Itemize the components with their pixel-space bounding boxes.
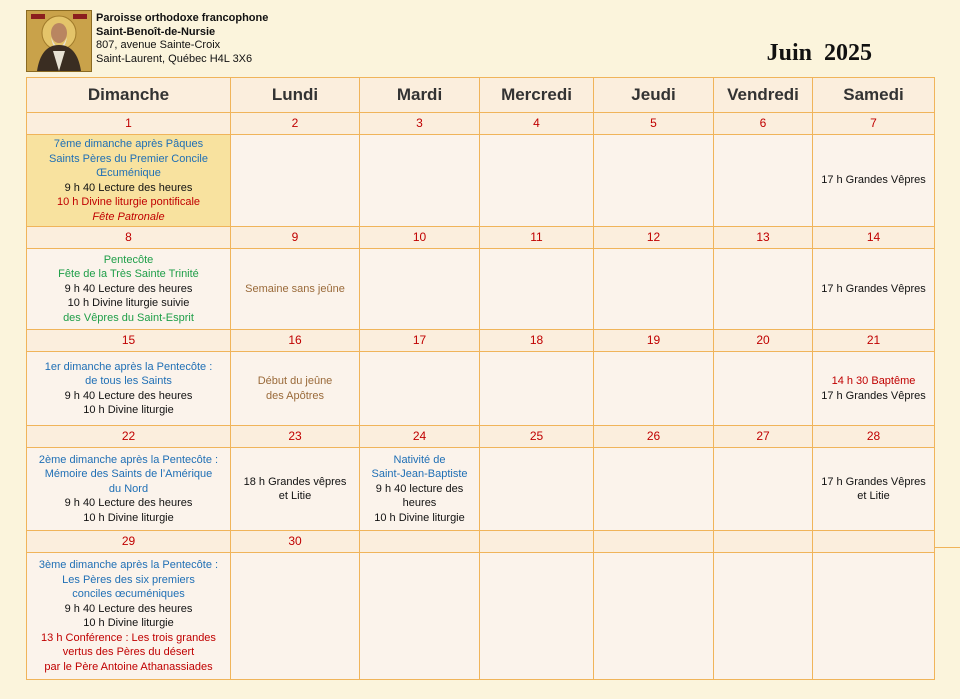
day-cell [813, 135, 935, 227]
day-cell [231, 553, 360, 680]
day-cell [27, 448, 231, 531]
day-cell [360, 249, 480, 330]
day-cell [594, 249, 714, 330]
date-number: 24 [360, 426, 480, 448]
event-line: 2ème dimanche après la Pentecôte : [38, 453, 219, 466]
parish-name-line1: Paroisse orthodoxe francophone [96, 12, 269, 24]
day-cell [480, 135, 594, 227]
date-number: 28 [813, 426, 935, 448]
weekday-header: Samedi [813, 78, 935, 113]
date-number: 12 [594, 227, 714, 249]
event-line: Pentecôte [103, 253, 154, 266]
event-line: 17 h Grandes Vêpres [821, 475, 926, 488]
event-line: 10 h Divine liturgie suivie [67, 297, 190, 310]
date-number: 29 [27, 531, 231, 553]
event-line: 7ème dimanche après Pâques [53, 138, 204, 150]
calendar-table [26, 77, 935, 680]
date-row [27, 113, 935, 135]
date-number: 22 [27, 426, 231, 448]
event-line: Mémoire des Saints de l’Amérique [44, 468, 213, 481]
date-number: 6 [714, 113, 813, 135]
day-cell [231, 352, 360, 426]
date-number: 5 [594, 113, 714, 135]
event-line: 9 h 40 lecture des [375, 482, 464, 495]
parish-name-line2: Saint-Benoît-de-Nursie [96, 25, 216, 38]
event-line: 17 h Grandes Vêpres [821, 282, 926, 295]
event-line: et Litie [278, 490, 312, 502]
event-line: 9 h 40 Lecture des heures [64, 282, 193, 295]
date-number: 27 [714, 426, 813, 448]
event-line: vertus des Pères du désert [62, 646, 195, 658]
day-cell [813, 249, 935, 330]
date-number: 16 [231, 330, 360, 352]
date-number [360, 531, 480, 553]
event-line: Saint-Jean-Baptiste [371, 468, 468, 481]
date-number: 4 [480, 113, 594, 135]
date-number: 14 [813, 227, 935, 249]
date-number: 18 [480, 330, 594, 352]
event-line: 3ème dimanche après la Pentecôte : [38, 559, 219, 571]
events-row [27, 448, 935, 531]
event-line: Nativité de [393, 453, 446, 466]
date-row [27, 426, 935, 448]
day-cell [714, 249, 813, 330]
event-line: par le Père Antoine Athanassiades [44, 660, 213, 673]
day-cell [27, 553, 231, 680]
weekday-header: Dimanche [27, 78, 231, 113]
date-number: 10 [360, 227, 480, 249]
day-cell [813, 352, 935, 426]
weekday-header: Vendredi [714, 78, 813, 113]
day-cell [594, 553, 714, 680]
event-line: 9 h 40 Lecture des heures [64, 389, 193, 402]
date-number: 20 [714, 330, 813, 352]
day-cell [360, 448, 480, 531]
day-cell [594, 352, 714, 426]
event-line: 9 h 40 Lecture des heures [64, 497, 193, 510]
date-number: 7 [813, 113, 935, 135]
month-title [767, 40, 872, 67]
day-cell [360, 135, 480, 227]
event-line: 10 h Divine liturgie [83, 404, 174, 416]
date-row [27, 531, 935, 553]
event-line: des Vêpres du Saint-Esprit [63, 311, 194, 324]
event-line: 10 h Divine liturgie [374, 511, 465, 524]
address-line1: 807, avenue Sainte-Croix [96, 39, 221, 51]
parish-info [96, 12, 268, 66]
divider-line [934, 547, 960, 548]
date-number: 9 [231, 227, 360, 249]
event-line: 10 h Divine liturgie pontificale [56, 196, 201, 208]
date-row [27, 227, 935, 249]
event-line: Fête Patronale [92, 210, 165, 223]
event-line: de tous les Saints [85, 375, 172, 387]
date-number: 25 [480, 426, 594, 448]
day-cell [813, 448, 935, 531]
event-line: des Apôtres [265, 389, 325, 402]
event-line: 9 h 40 Lecture des heures [64, 181, 193, 194]
day-cell [480, 448, 594, 531]
day-cell [231, 135, 360, 227]
day-cell [360, 553, 480, 680]
event-line: Saints Pères du Premier Concile [49, 152, 208, 165]
date-number [594, 531, 714, 553]
date-number: 21 [813, 330, 935, 352]
day-cell [480, 352, 594, 426]
saint-icon-image [26, 10, 92, 72]
day-cell [360, 352, 480, 426]
date-number: 17 [360, 330, 480, 352]
date-number [480, 531, 594, 553]
day-cell [594, 135, 714, 227]
event-line: Œcuménique [96, 167, 161, 179]
events-row [27, 249, 935, 330]
day-cell [714, 135, 813, 227]
events-row [27, 352, 935, 426]
month-name: Juin [766, 40, 812, 66]
event-line: 18 h Grandes vêpres [243, 475, 347, 488]
date-row [27, 330, 935, 352]
events-row [27, 553, 935, 680]
weekday-header-row [27, 78, 935, 113]
date-number: 15 [27, 330, 231, 352]
event-line: heures [402, 497, 437, 510]
date-number: 13 [714, 227, 813, 249]
event-line: 9 h 40 Lecture des heures [64, 602, 193, 615]
day-cell [714, 553, 813, 680]
day-cell [594, 448, 714, 531]
month-year: 2025 [824, 40, 872, 66]
events-row [27, 135, 935, 227]
event-line: Les Pères des six premiers [62, 573, 195, 586]
date-number [714, 531, 813, 553]
weekday-header: Mardi [360, 78, 480, 113]
weekday-header: Mercredi [480, 78, 594, 113]
event-line: 10 h Divine liturgie [83, 617, 174, 629]
event-line: Début du jeûne [257, 375, 333, 387]
day-cell [231, 448, 360, 531]
day-cell [480, 249, 594, 330]
event-line: 1er dimanche après la Pentecôte : [44, 360, 213, 373]
date-number: 2 [231, 113, 360, 135]
event-line: Semaine sans jeûne [245, 282, 345, 295]
event-line: conciles œcuméniques [72, 588, 185, 600]
day-cell [714, 352, 813, 426]
day-cell [480, 553, 594, 680]
day-cell [27, 135, 231, 227]
event-line: et Litie [857, 490, 890, 502]
event-line: du Nord [108, 482, 149, 495]
day-cell [714, 448, 813, 531]
date-number: 19 [594, 330, 714, 352]
weekday-header: Lundi [231, 78, 360, 113]
date-number: 26 [594, 426, 714, 448]
date-number: 30 [231, 531, 360, 553]
event-line: 10 h Divine liturgie [83, 511, 174, 524]
date-number: 3 [360, 113, 480, 135]
date-number: 8 [27, 227, 231, 249]
date-number: 11 [480, 227, 594, 249]
event-line: 13 h Conférence : Les trois grandes [41, 631, 216, 644]
event-line: 17 h Grandes Vêpres [821, 174, 926, 187]
day-cell [27, 249, 231, 330]
date-number: 1 [27, 113, 231, 135]
event-line: Fête de la Très Sainte Trinité [58, 268, 199, 281]
day-cell [231, 249, 360, 330]
saint-benoit-icon [27, 11, 91, 71]
weekday-header: Jeudi [594, 78, 714, 113]
date-number [813, 531, 935, 553]
address-line2: Saint-Laurent, Québec H4L 3X6 [96, 52, 253, 65]
event-line: 17 h Grandes Vêpres [821, 389, 926, 402]
day-cell [813, 553, 935, 680]
date-number: 23 [231, 426, 360, 448]
event-line: 14 h 30 Baptême [831, 375, 916, 387]
day-cell [27, 352, 231, 426]
